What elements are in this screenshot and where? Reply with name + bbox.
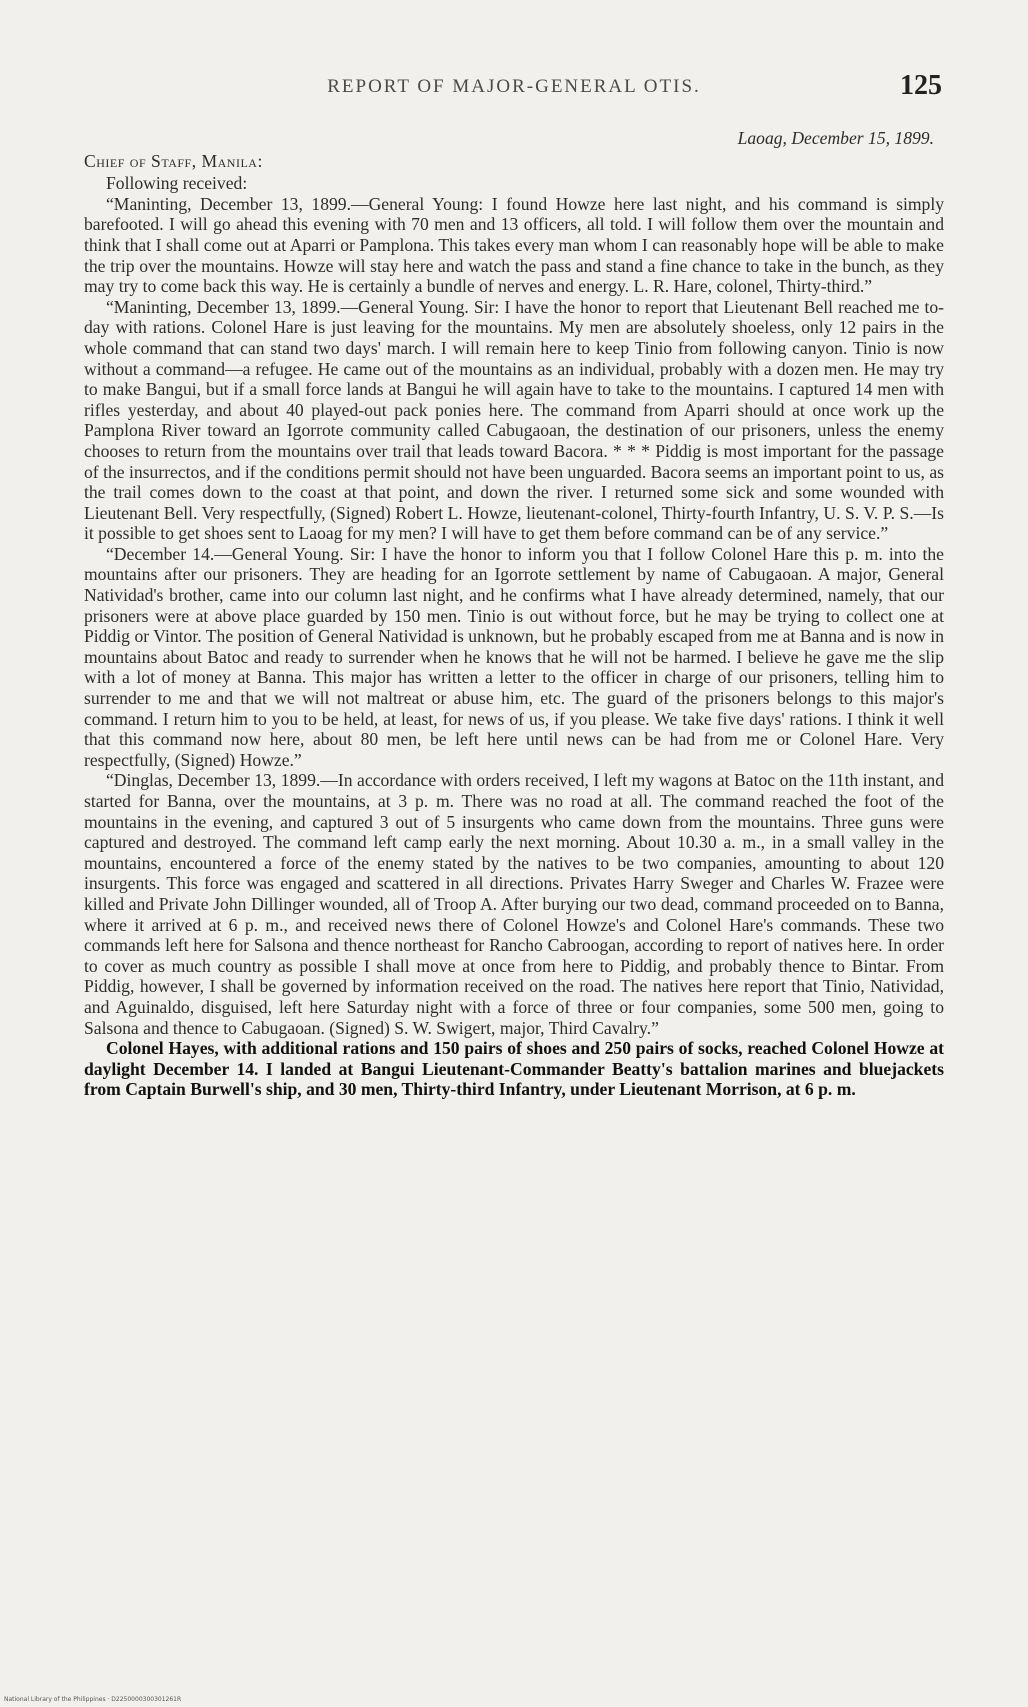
place-date-line: Laoag, December 15, 1899. (737, 128, 934, 148)
running-head: REPORT OF MAJOR-GENERAL OTIS. (327, 76, 701, 97)
paragraph: “Dinglas, December 13, 1899.—In accordance with orders received, I left my wagons at Batoc on the 11th instant, and started for Banna, over the mountains, at 3 p. m. There was no road at all. The command reached the foot of the mountains in the evening, and captured 3 out of 5 insurgents who came down from the mountains. Three guns were captured and destroyed. The command left camp early the next morning. About 10.30 a. m., in a small valley in the mountains, encountered a force of the enemy stated by the natives to be two companies, amounting to about 120 insurgents. This force was engaged and scattered in all directions. Privates Harry Sweger and Charles W. Frazee were killed and Private John Dillinger wounded, all of Troop A. After burying our two dead, command proceeded on to Banna, where it arrived at 6 p. m., and received news there of Colonel Howze's and Colonel Hare's commands. These two commands left here for Salsona and thence northeast for Rancho Cabroogan, according to report of natives here. In order to cover as much country as possible I shall move at once from here to Piddig, and probably thence to Bintar. From Piddig, however, I shall be governed by information received on the road. The natives here report that Tinio, Natividad, and Aguinaldo, disguised, left here Saturday night with a force of three or four companies, some 500 men, going to Salsona and thence to Cabugaoan. (Signed) S. W. Swigert, major, Third Cavalry.” (84, 770, 944, 1038)
body-text (84, 128, 944, 1100)
paragraph: “December 14.—General Young. Sir: I have the honor to inform you that I follow Colonel Hare this p. m. into the mountains after our prisoners. They are heading for an Igorrote settlement by name of Cabugaoan. A major, General Natividad's brother, came into our column last night, and he confirms what I have already determined, namely, that our prisoners were at above place guarded by 150 men. Tinio is out without force, but he may be trying to collect one at Piddig or Vintor. The position of General Natividad is unknown, but he probably escaped from me at Banna and is now in mountains about Batoc and ready to surrender when he knows that he will not be harmed. I believe he gave me the slip with a lot of money at Banna. This major has written a letter to the officer in charge of our prisoners, telling him to surrender to me and that we will not maltreat or abuse him, etc. The guard of the prisoners belongs to this major's command. I return him to you to be held, at least, for news of us, if you please. We take five days' rations. I think it well that this command now here, about 80 men, be left here until news can be had from me or Colonel Hare. Very respectfully, (Signed) Howze.” (84, 543, 944, 770)
addressee-line: Chief of Staff, Manila: (84, 150, 263, 171)
paragraph: “Maninting, December 13, 1899.—General Young: I found Howze here last night, and his command is simply barefooted. I will go ahead this evening with 70 men and 13 officers, all told. I will follow them over the mountain and think that I shall come out at Aparri or Pamplona. This takes every man whom I can reasonably hope will be able to make the trip over the mountains. Howze will stay here and watch the pass and stand a fine chance to take in the bunch, as they may try to come back this way. He is certainly a bundle of nerves and energy. L. R. Hare, colonel, Thirty-third.” (84, 193, 944, 297)
scan-footer: National Library of the Philippines · D2250000300301261R (4, 1696, 182, 1703)
page-number: 125 (900, 70, 942, 101)
paragraph: “Maninting, December 13, 1899.—General Young. Sir: I have the honor to report that Lieutenant Bell reached me to-day with rations. Colonel Hare is just leaving for the mountains. My men are absolutely shoeless, only 12 pairs in the whole command that can stand two days' march. I will remain here to keep Tinio from following canyon. Tinio is now without a command—a refugee. He came out of the mountains as an individual, probably with a dozen men. He may try to make Bangui, but if a small force lands at Bangui he will again have to take to the mountains. I captured 14 men with rifles yesterday, and about 40 played-out pack ponies here. The command from Aparri should at once work up the Pamplona River toward an Igorrote community called Cabugaoan, the destination of our prisoners, unless the enemy chooses to return from the mountains over trail that leads toward Bacora. * * * Piddig is most important for the passage of the insurrectos, and if the conditions permit should not have been unguarded. Bacora seems an important point to us, as the trail comes down to the coast at that point, and down the river. I returned some sick and some wounded with Lieutenant Bell. Very respectfully, (Signed) Robert L. Howze, lieutenant-colonel, Thirty-fourth Infantry, U. S. V. P. S.—Is it possible to get shoes sent to Laoag for my men? I will have to get them before command can be of any service.” (84, 296, 944, 544)
page-header (80, 70, 948, 110)
paragraph: Colonel Hayes, with additional rations and 150 pairs of shoes and 250 pairs of socks, reached Colonel Howze at daylight December 14. I landed at Bangui Lieutenant-Commander Beatty's battalion marines and bluejackets from Captain Burwell's ship, and 30 men, Thirty-third Infantry, under Lieutenant Morrison, at 6 p. m. (84, 1038, 944, 1100)
intro-line: Following received: (106, 173, 248, 194)
